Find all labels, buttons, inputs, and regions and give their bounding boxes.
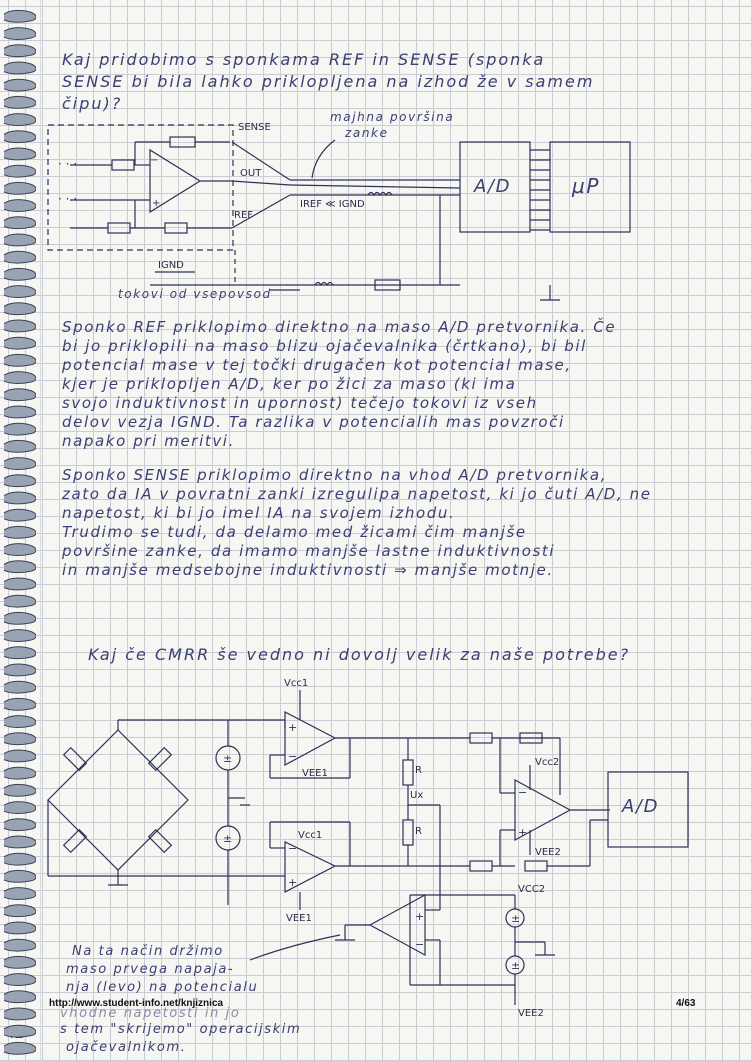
spiral-ring [4,939,36,951]
svg-text:+: + [152,198,161,209]
spiral-ring [4,458,36,470]
label-vee1-top: VEE1 [302,768,328,779]
label-sense: SENSE [238,122,271,133]
label-r-bottom: R [415,826,422,837]
spiral-ring [4,45,36,57]
question-1-line-3: čipu)? [62,94,123,113]
spiral-ring [4,28,36,40]
note-line-2: maso prvega napaja- [66,962,235,977]
spiral-ring [4,991,36,1003]
question-1-line-2: SENSE bi bila lahko priklopljena na izhod že v samem [62,72,595,91]
margin-line [40,0,41,1061]
spiral-ring [4,974,36,986]
footer-page-count: 4/63 [676,998,696,1009]
label-vee2: VEE2 [535,847,561,858]
label-ad-1: A/D [474,176,512,197]
spiral-ring [4,698,36,710]
svg-text:−: − [288,842,298,855]
svg-text:· · ·: · · · [58,157,78,171]
spiral-ring [4,526,36,538]
label-ad-2: A/D [622,796,660,817]
paragraph-2-line-6: in manjše medsebojne induktivnosti ⇒ manjše motnje. [62,561,554,579]
spiral-ring [4,612,36,624]
spiral-ring [4,354,36,366]
svg-text:±: ± [511,912,521,925]
spiral-ring [4,148,36,160]
label-small-loop-area-1: majhna površina [330,110,455,124]
paragraph-2-line-1: Sponko SENSE priklopimo direktno na vhod A/D pretvornika, [62,466,608,484]
paragraph-2-line-4: Trudimo se tudi, da delamo med žicami čim manjše [62,523,527,541]
spiral-ring [4,251,36,263]
footer-url[interactable]: http://www.student-info.net/knjiznica [49,998,224,1009]
label-r-top: R [415,765,422,776]
spiral-binding [0,0,36,1061]
spiral-ring [4,303,36,315]
svg-text:+: + [518,826,528,839]
label-out: OUT [240,168,262,179]
spiral-ring [4,509,36,521]
spiral-ring [4,165,36,177]
spiral-ring [4,114,36,126]
spiral-ring [4,595,36,607]
spiral-ring [4,784,36,796]
spiral-ring [4,320,36,332]
spiral-ring [4,337,36,349]
spiral-ring [4,286,36,298]
label-up: µP [572,174,600,198]
spiral-ring [4,888,36,900]
spiral-ring [4,182,36,194]
spiral-ring [4,647,36,659]
paragraph-1-line-1: Sponko REF priklopimo direktno na maso A/D pretvornika. Če [62,318,617,336]
label-iref: IREF ≪ IGND [300,199,365,210]
spiral-ring [4,10,36,22]
spiral-ring [4,733,36,745]
spiral-ring [4,372,36,384]
label-small-loop-area-2: zanke [345,126,389,140]
spiral-ring [4,1008,36,1020]
svg-text:±: ± [223,752,233,765]
label-vcc2-supply: VCC2 [518,884,546,895]
label-vee1-bottom: VEE1 [286,913,312,924]
paragraph-1-line-6: delov vezja IGND. Ta razlika v potencialih mas povzroči [62,413,565,431]
spiral-ring [4,268,36,280]
paragraph-2-line-5: površine zanke, da imamo manjše lastne induktivnosti [62,542,556,560]
spiral-ring [4,1042,36,1054]
spiral-ring [4,62,36,74]
label-ref: REF [234,210,254,221]
label-vcc1-top: Vcc1 [284,678,309,689]
spiral-ring [4,79,36,91]
question-1-line-1: Kaj pridobimo s sponkama REF in SENSE (sponka [62,50,546,69]
svg-text:−: − [150,155,159,166]
spiral-ring [4,475,36,487]
svg-text:±: ± [223,832,233,845]
note-line-6: ojačevalnikom. [66,1040,187,1055]
spiral-ring [4,217,36,229]
note-line-4: vhodne napetosti in jo [60,1006,241,1021]
spiral-ring [4,956,36,968]
spiral-ring [4,1025,36,1037]
svg-text:· · ·: · · · [58,192,78,206]
note-line-5: s tem "skrijemo" operacijskim [60,1022,302,1037]
svg-text:+: + [415,910,425,923]
spiral-ring [4,440,36,452]
spiral-ring [4,131,36,143]
spiral-ring [4,406,36,418]
spiral-ring [4,561,36,573]
spiral-ring [4,716,36,728]
spiral-ring [4,544,36,556]
spiral-ring [4,681,36,693]
paragraph-1-line-7: napako pri meritvi. [62,432,235,450]
label-ignd: IGND [158,260,184,271]
spiral-ring [4,664,36,676]
spiral-ring [4,630,36,642]
paragraph-2-line-3: napetost, ki bi jo imel IA na svojem izhodu. [62,504,456,522]
label-vee2-supply: VEE2 [518,1008,544,1019]
spiral-ring [4,200,36,212]
spiral-ring [4,905,36,917]
spiral-ring [4,96,36,108]
spiral-ring [4,870,36,882]
label-vcc2: Vcc2 [535,757,560,768]
spiral-ring [4,802,36,814]
paragraph-1-line-4: kjer je priklopljen A/D, ker po žici za maso (ki ima [62,375,517,393]
label-ux: Ux [410,790,424,801]
paragraph-1-line-2: bi jo priklopili na maso blizu ojačevalnika (črtkano), bi bil [62,337,587,355]
svg-text:−: − [415,938,425,951]
paragraph-2-line-2: zato da IA v povratni zanki izreguliра napetost, ki jo čuti A/D, ne [62,485,652,503]
svg-text:±: ± [511,959,521,972]
label-vcc1-bottom: Vcc1 [298,830,323,841]
note-line-3: nja (levo) na potencialu [66,980,259,995]
spiral-ring [4,389,36,401]
paragraph-1-line-3: potencial mase v tej točki drugačen kot potencial mase, [62,356,572,374]
spiral-ring [4,853,36,865]
paragraph-1-line-5: svojo induktivnost in upornost) tečejo tokovi iz vseh [62,394,538,412]
svg-text:+: + [288,721,298,734]
spiral-ring [4,423,36,435]
svg-text:−: − [288,750,298,763]
spiral-ring [4,578,36,590]
spiral-ring [4,492,36,504]
svg-text:−: − [518,786,528,799]
spiral-ring [4,922,36,934]
svg-text:+: + [288,876,298,889]
spiral-ring [4,750,36,762]
spiral-ring [4,767,36,779]
spiral-ring [4,819,36,831]
spiral-ring [4,836,36,848]
note-line-1: Na ta način držimo [72,944,224,959]
question-2: Kaj če CMRR še vedno ni dovolj velik za naše potrebe? [88,645,631,664]
spiral-ring [4,234,36,246]
label-currents: tokovi od vsepovsod [118,287,272,301]
